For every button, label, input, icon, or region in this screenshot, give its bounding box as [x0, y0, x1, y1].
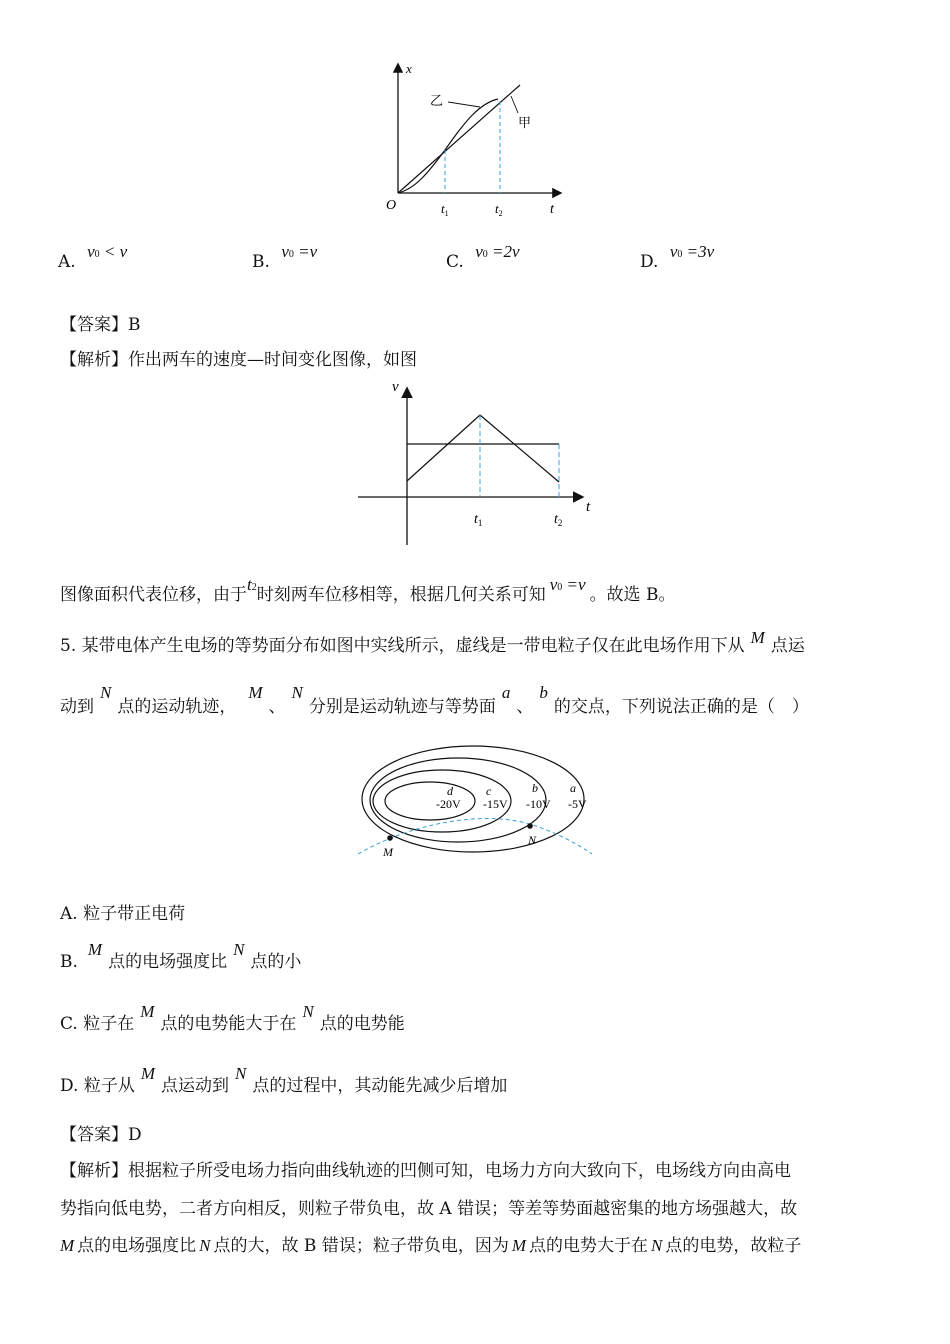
label-n: N: [528, 833, 537, 847]
volt-a: -5V: [568, 797, 587, 811]
volt-d: -20V: [436, 797, 461, 811]
t1-label-v: $t_1$: [474, 512, 483, 528]
q5-analysis-line3: M 点的电场强度比 N 点的大，故 B 错误；粒子带负电，因为 M 点的电势大于在 N 点的电势，故粒子: [60, 1236, 802, 1256]
q5-option-a[interactable]: A. 粒子带正电荷: [60, 904, 186, 924]
label-b: b: [532, 781, 538, 795]
q5-analysis-line1: 【解析】根据粒子所受电场力指向曲线轨迹的凹侧可知，电场力方向大致向下，电场线方向由高电: [60, 1161, 791, 1181]
vt-graph: [350, 375, 600, 555]
yi-velocity-up: [407, 415, 480, 481]
q4-option-d[interactable]: D. v0 =3v: [640, 242, 715, 272]
volt-b: -10V: [526, 797, 551, 811]
xt-graph: [370, 55, 580, 225]
label-c: c: [486, 784, 492, 798]
yi-leader: [448, 102, 480, 107]
q5-analysis-line2: 势指向低电势，二者方向相反，则粒子带负电，故 A 错误；等差等势面越密集的地方场强越大，故: [60, 1199, 798, 1219]
q5-stem-line2: 动到N点的运动轨迹，M、N分别是运动轨迹与等势面a、b的交点，下列说法正确的是（ ）: [60, 683, 809, 717]
q5-stem-line1: 5. 某带电体产生电场的等势面分布如图中实线所示，虚线是一带电粒子仅在此电场作用下从 M 点运: [60, 628, 805, 656]
t2-label-v: $t_2$: [554, 512, 563, 528]
t-axis-label: t: [550, 202, 554, 217]
q4-conclusion: 图像面积代表位移，由于t2时刻两车位移相等，根据几何关系可知v0 =v。故选 B。: [60, 575, 676, 605]
t1-label: $t_1$: [441, 201, 449, 218]
q5-answer: 【答案】D: [60, 1125, 142, 1145]
v-axis-label: v: [392, 379, 399, 395]
equipotential-figure: [350, 742, 600, 864]
q5-option-c[interactable]: C. 粒子在M点的电势能大于在N点的电势能: [60, 1002, 405, 1034]
q4-analysis-head: 【解析】作出两车的速度—时间变化图像，如图: [60, 350, 417, 370]
point-n: [527, 823, 533, 829]
q4-option-a[interactable]: A. v0 < v: [58, 242, 128, 272]
x-axis-label: x: [406, 61, 412, 76]
origin-label: O: [386, 198, 397, 213]
surface-a: [362, 746, 584, 852]
t-axis-label-v: t: [586, 499, 591, 515]
t2-label: $t_2$: [495, 201, 503, 218]
jia-line: [398, 85, 520, 193]
point-m: [387, 835, 393, 841]
q4-option-b[interactable]: B. v0 =v: [252, 242, 318, 272]
label-d: d: [447, 784, 453, 798]
q4-answer: 【答案】B: [60, 315, 141, 335]
jia-label: 甲: [518, 115, 532, 130]
yi-velocity-down: [480, 415, 559, 482]
yi-label: 乙: [430, 93, 444, 108]
q5-option-d[interactable]: D. 粒子从M点运动到N点的过程中，其动能先减少后增加: [60, 1064, 508, 1096]
label-m: M: [383, 845, 393, 859]
jia-leader: [511, 96, 518, 113]
surface-d: [385, 782, 475, 820]
yi-curve: [398, 99, 498, 193]
volt-c: -15V: [483, 797, 508, 811]
label-a: a: [570, 781, 576, 795]
q5-option-b[interactable]: B.M点的电场强度比N点的小: [60, 940, 302, 972]
q4-option-c[interactable]: C. v0 =2v: [446, 242, 520, 272]
